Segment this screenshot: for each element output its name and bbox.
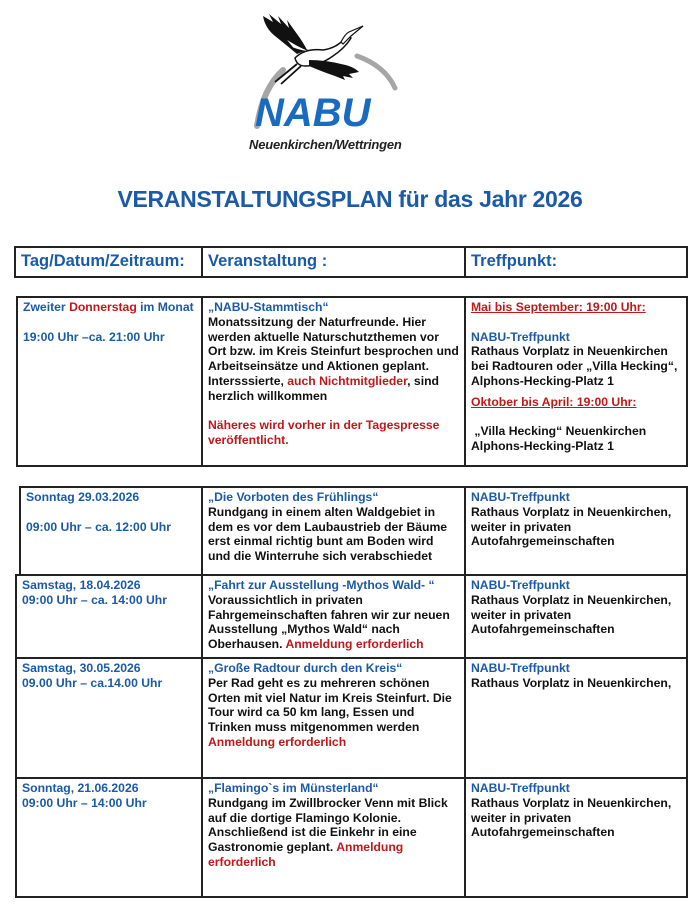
event-date: Samstag, 30.05.2026 — [22, 661, 141, 675]
event-time: 09:00 Uhr – ca. 12:00 Uhr — [26, 519, 171, 534]
table-row — [16, 658, 687, 778]
date-cell — [16, 575, 202, 658]
registration-note: Anmeldung erforderlich — [285, 637, 424, 652]
event-highlight: auch Nichtmitglieder — [287, 373, 408, 388]
table-row — [20, 487, 687, 575]
table-row — [17, 297, 687, 466]
place-cell — [465, 297, 687, 466]
event-date: Sonntag, 21.06.2026 — [22, 781, 139, 795]
event-cell — [202, 658, 465, 778]
event-date: Sonntag 29.03.2026 — [26, 490, 140, 504]
event-cell — [202, 487, 465, 575]
header-table — [14, 246, 688, 278]
event-title: „Flamingo`s im Münsterland“ — [208, 781, 379, 795]
table-row — [16, 575, 687, 658]
place-name: NABU-Treffpunkt — [471, 781, 570, 795]
place-address: Rathaus Vorplatz in Neuenkirchen, — [471, 675, 672, 690]
page-title: VERANSTALTUNGSPLAN für das Jahr 2026 — [117, 186, 583, 212]
event-title: „Große Radtour durch den Kreis“ — [208, 661, 403, 675]
place-address: Rathaus Vorplatz in Neuenkirchen bei Radtouren oder „Villa Hecking“, Alphons-Hecking-Platz 1 — [471, 344, 678, 388]
table-row — [16, 778, 687, 897]
event-cell — [202, 297, 465, 466]
place-name: NABU-Treffpunkt — [471, 578, 570, 592]
place-name: NABU-Treffpunkt — [471, 329, 570, 344]
when-day: Donnerstag — [69, 300, 137, 314]
nabu-logo — [245, 8, 425, 158]
place-address: Rathaus Vorplatz in Neuenkirchen, weiter in privaten Autofahrgemeinschaften — [471, 592, 672, 637]
registration-note: Anmeldung erforderlich — [208, 840, 404, 869]
svg-text:NABU: NABU — [255, 91, 371, 135]
time-range: 19:00 Uhr –ca. 21:00 Uhr — [23, 329, 165, 344]
event-description: Rundgang in einem alten Waldgebiet in dem es vor dem Laubaustrieb der Bäume erst einmal richtig bunt am Boden wird und die Winterruhe sich verabschiedet — [208, 504, 448, 564]
event-title: „NABU-Stammtisch“ — [208, 300, 329, 314]
logo-subtitle: Neuenkirchen/Wettringen — [249, 137, 402, 152]
event-description: Monatssitzung der Naturfreunde. Hier werden aktuelle Naturschutzthemen vor Ort bzw. im Kreis Steinfurt besprochen und Arbeitseinsätze und Aktionen geplant. Intersssierte, — [208, 314, 459, 388]
event-time: 09:00 Uhr – ca. 14:00 Uhr — [22, 592, 167, 607]
date-cell — [16, 658, 202, 778]
stammtisch-table — [16, 296, 688, 467]
header-place: Treffpunkt: — [465, 247, 687, 277]
season-summer: Mai bis September: 19:00 Uhr: — [471, 300, 646, 314]
place-name: NABU-Treffpunkt — [471, 661, 570, 675]
event-time: 09:00 Uhr – 14:00 Uhr — [22, 795, 147, 810]
event-description: Rundgang im Zwillbrocker Venn mit Blick auf die dortige Flamingo Kolonie. Anschließend ist die Einkehr in eine Gastronomie geplant. — [208, 795, 448, 855]
event-time: 09.00 Uhr – ca.14.00 Uhr — [22, 675, 163, 690]
place-address: Rathaus Vorplatz in Neuenkirchen, weiter in privaten Autofahrgemeinschaften — [471, 795, 672, 840]
header-row — [15, 247, 687, 277]
event-date: Samstag, 18.04.2026 — [22, 578, 141, 592]
when-suffix: im Monat — [140, 300, 194, 314]
event-description-end: , sind herzlich willkommen — [208, 373, 439, 403]
event-title: „Die Vorboten des Frühlings“ — [208, 490, 379, 504]
event-title: „Fahrt zur Ausstellung -Mythos Wald- “ — [208, 578, 435, 592]
winter-place: „Villa Hecking“ Neuenkirchen — [471, 424, 647, 439]
place-name: NABU-Treffpunkt — [471, 490, 570, 504]
when-prefix: Zweiter — [23, 300, 66, 314]
header-date: Tag/Datum/Zeitraum: — [15, 247, 202, 277]
place-cell — [465, 575, 687, 658]
event-description: Per Rad geht es zu mehreren schönen Orten mit viel Natur im Kreis Steinfurt. Die Tour wird ca 50 km lang, Essen und Trinken muss mitgenommen werden — [208, 675, 452, 735]
date-cell — [20, 487, 202, 575]
event-table-2 — [15, 574, 688, 898]
date-cell — [16, 778, 202, 897]
registration-note: Anmeldung erforderlich — [208, 734, 347, 749]
place-cell — [465, 778, 687, 897]
event-cell — [202, 778, 465, 897]
stork-icon — [245, 8, 425, 158]
place-cell — [465, 658, 687, 778]
place-cell — [465, 487, 687, 575]
event-description: Voraussichtlich in privaten Fahrgemeinschaften fahren wir zur neuen Ausstellung „Mythos Wald“ nach Oberhausen. — [208, 592, 450, 652]
event-note: Näheres wird vorher in der Tagespresse veröffentlicht. — [208, 418, 440, 448]
header-event: Veranstaltung : — [202, 247, 465, 277]
event-cell — [202, 575, 465, 658]
winter-address: Alphons-Hecking-Platz 1 — [471, 439, 614, 454]
event-table-1 — [19, 486, 688, 576]
date-cell — [17, 297, 202, 466]
season-winter: Oktober bis April: 19:00 Uhr: — [471, 394, 637, 409]
place-address: Rathaus Vorplatz in Neuenkirchen, weiter in privaten Autofahrgemeinschaften — [471, 504, 672, 549]
